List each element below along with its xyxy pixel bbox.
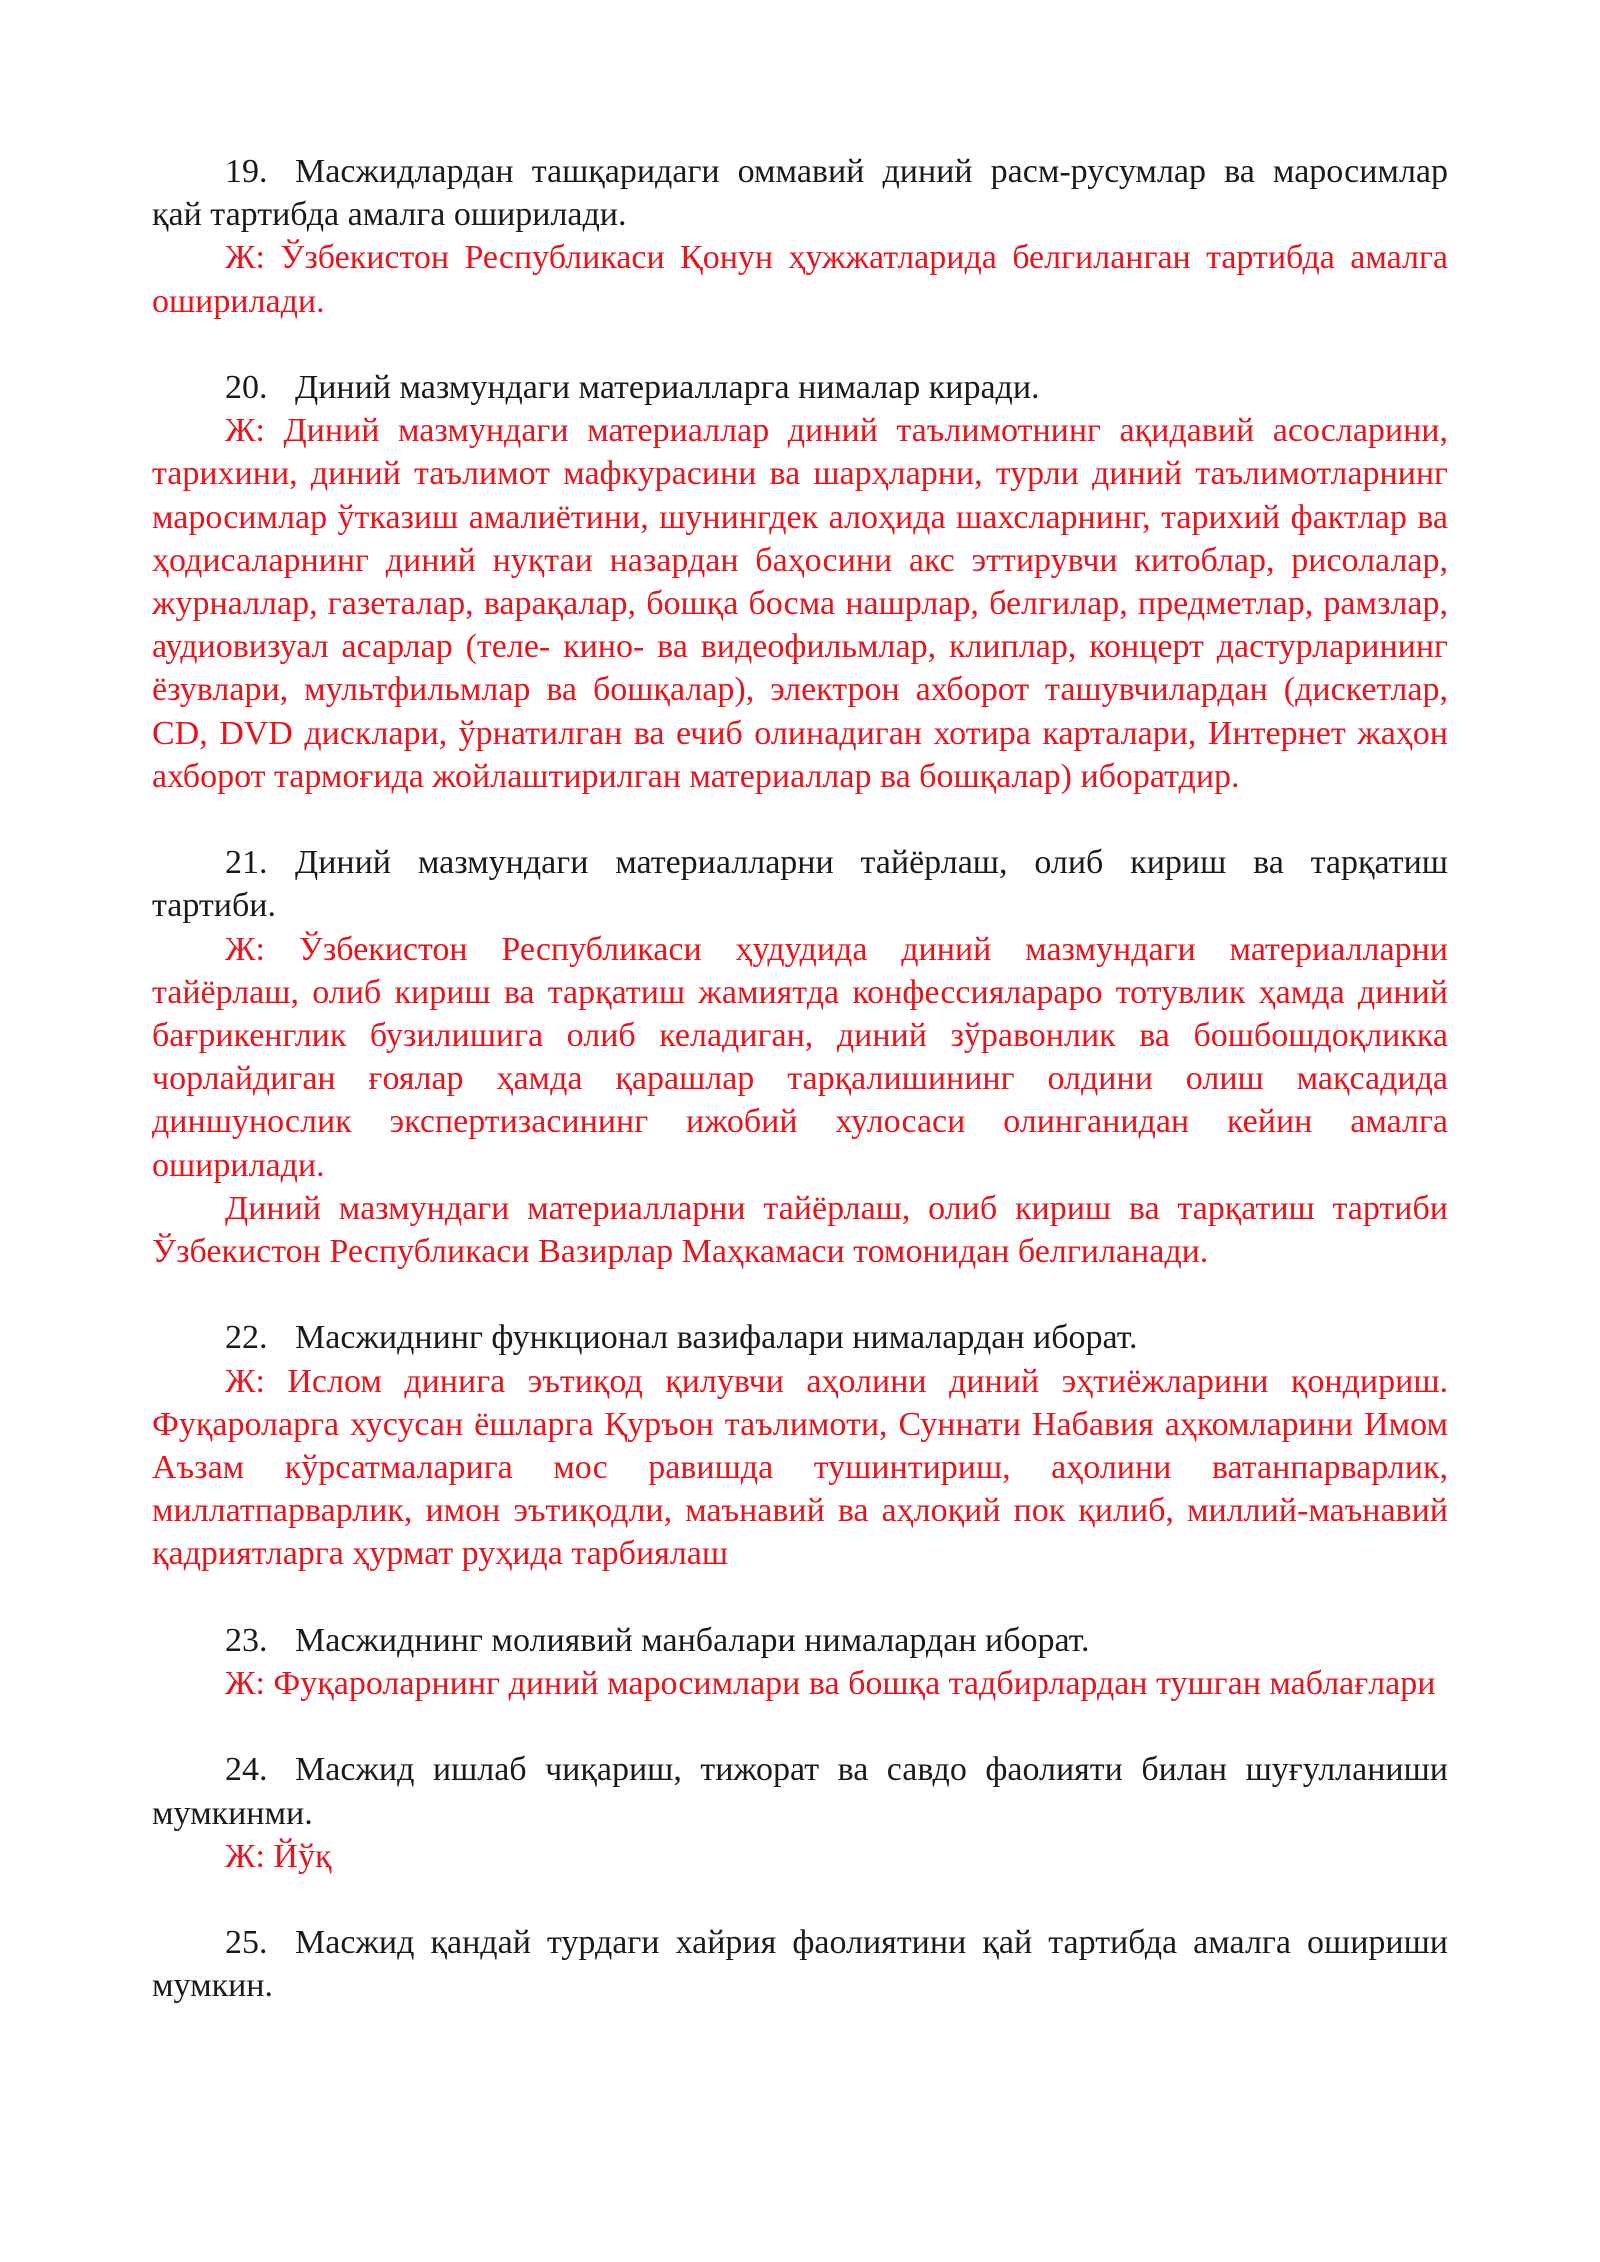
question-number: 21. bbox=[225, 844, 268, 882]
answer: Ж: Ўзбекистон Республикаси ҳудудида диний мазмундаги материалларни тайёрлаш, олиб кириш ва тарқатиш жамиятда конфессиялараро тотувлик ҳамда диний бағрикенглик бузилишига олиб келадиган, диний зўравонлик ва бошбошдоқликка чорлайдиган ғоялар ҳамда қарашлар тарқалишининг олдини олиш мақсадида диншунослик экспертизасининг ижобий хулосаси олинганидан кейин амалга оширилади. bbox=[152, 930, 1448, 1184]
question-number: 23. bbox=[225, 1621, 268, 1659]
question-number: 20. bbox=[225, 369, 268, 406]
question bbox=[152, 841, 1448, 927]
qa-item-21 bbox=[152, 841, 1448, 1273]
question bbox=[152, 1316, 1448, 1359]
answer: Ж: Йўқ bbox=[225, 1837, 332, 1875]
question-number: 25. bbox=[225, 1924, 268, 1962]
answer: Ж: Фуқароларнинг диний маросимлари ва бошқа тадбирлардан тушган маблағлари bbox=[225, 1665, 1436, 1703]
qa-item-23 bbox=[152, 1619, 1448, 1705]
qa-item-22 bbox=[152, 1316, 1448, 1575]
question bbox=[152, 366, 1448, 409]
question bbox=[152, 1921, 1448, 2007]
question-number: 22. bbox=[225, 1319, 268, 1357]
question bbox=[152, 150, 1448, 236]
qa-item-19 bbox=[152, 150, 1448, 323]
qa-item-20 bbox=[152, 366, 1448, 798]
answer-continued: Диний мазмундаги материалларни тайёрлаш, олиб кириш ва тарқатиш тартиби Ўзбекистон Республикаси Вазирлар Маҳкамаси томонидан белгиланади. bbox=[152, 1189, 1448, 1271]
question-text: Масжидлардан ташқаридаги оммавий диний расм-русумлар ва маросимлар қай тартибда амалга оширилади. bbox=[152, 153, 1448, 234]
question-number: 19. bbox=[225, 153, 268, 190]
question-text: Диний мазмундаги материалларни тайёрлаш, олиб кириш ва тарқатиш тартиби. bbox=[152, 844, 1448, 925]
question-text: Масжиднинг молиявий манбалари нималардан иборат. bbox=[295, 1621, 1090, 1659]
question-text: Масжиднинг функционал вазифалари нималардан иборат. bbox=[295, 1319, 1138, 1357]
answer: Ж: Диний мазмундаги материаллар диний таълимотнинг ақидавий асосларини, тарихини, диний таълимот мафкурасини ва шарҳларни, турли диний таълимотларнинг маросимлар ўтказиш амалиётини, шунингдек алоҳида шахсларнинг, тарихий фактлар ва ҳодисаларнинг диний нуқтаи назардан баҳосини акс эттирувчи китоблар, рисолалар, журналлар, газеталар, варақалар, бошқа босма нашрлар, белгилар, предметлар, рамзлар, аудиовизуал асарлар (теле- кино- ва видеофильмлар, клиплар, концерт дастурларининг ёзувлари, мультфильмлар ва бошқалар), электрон ахборот ташувчилардан (дискетлар, CD, DVD дисклари, ўрнатилган ва ечиб олинадиган хотира карталари, Интернет жаҳон ахборот тармоғида жойлаштирилган материаллар ва бошқалар) иборатдир. bbox=[152, 412, 1448, 795]
question-text: Масжид қандай турдаги хайрия фаолиятини қай тартибда амалга ошириши мумкин. bbox=[152, 1924, 1448, 2005]
question bbox=[152, 1748, 1448, 1834]
question-text: Диний мазмундаги материалларга нималар киради. bbox=[295, 369, 1040, 406]
qa-item-24 bbox=[152, 1748, 1448, 1878]
qa-item-25 bbox=[152, 1921, 1448, 2007]
answer: Ж: Ўзбекистон Республикаси Қонун ҳужжатларида белгиланган тартибда амалга оширилади. bbox=[152, 239, 1448, 320]
question-number: 24. bbox=[225, 1751, 268, 1789]
answer: Ж: Ислом динига эътиқод қилувчи аҳолини диний эҳтиёжларини қондириш. Фуқароларга хусусан ёшларга Қуръон таълимоти, Суннати Набавия аҳкомларини Имом Аъзам кўрсатмаларига мос равишда тушинтириш, аҳолини ватанпарварлик, миллатпарварлик, имон эътиқодли, маънавий ва аҳлоқий пок қилиб, миллий-маънавий қадриятларга ҳурмат руҳида тарбиялаш bbox=[152, 1362, 1448, 1573]
document-page bbox=[152, 150, 1448, 2051]
question-text: Масжид ишлаб чиқариш, тижорат ва савдо фаолияти билан шуғулланиши мумкинми. bbox=[152, 1751, 1448, 1832]
question bbox=[152, 1619, 1448, 1662]
